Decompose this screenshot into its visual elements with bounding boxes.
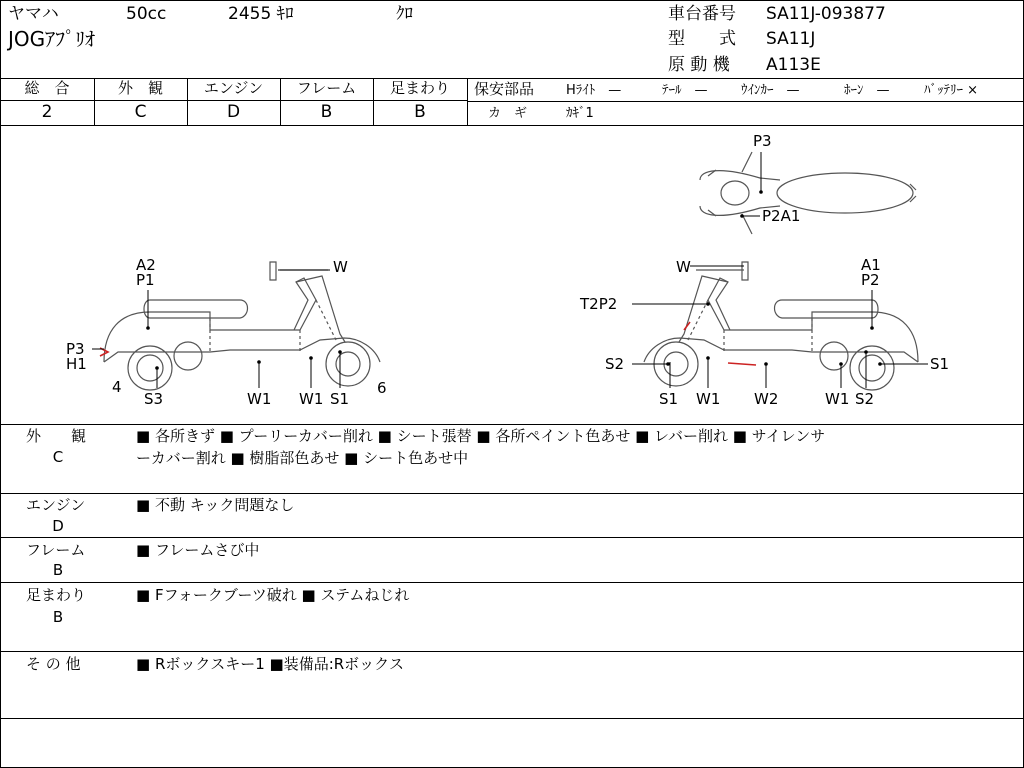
label-s1: S1 (659, 390, 679, 408)
section-grade: B (52, 608, 64, 626)
grade-suspension-value: B (414, 102, 426, 122)
divider (0, 651, 1024, 652)
label-w: W (333, 258, 348, 276)
section-line: ーカバー割れ ■ 樹脂部色あせ ■ シート色あせ中 (136, 449, 469, 467)
label-a2: A2 (136, 256, 156, 274)
label-s2: S2 (605, 355, 625, 373)
model-name: JOGｱﾌﾟﾘｵ (8, 27, 96, 51)
section-grade: C (52, 448, 64, 466)
grade-overall-value: 2 (41, 102, 53, 122)
key-value: ｶｷﾞ1 (566, 106, 594, 121)
divider (0, 537, 1024, 538)
color: ｸﾛ (396, 4, 413, 24)
label-w1: W1 (247, 390, 272, 408)
section-grade: D (52, 517, 64, 535)
label-6: 6 (377, 379, 387, 397)
right-damage-mark-floor (728, 363, 756, 365)
label-s2: S2 (855, 390, 875, 408)
label-w: W (676, 258, 691, 276)
engine-model-label: 原 動 機 (668, 55, 730, 75)
label-w1: W1 (299, 390, 324, 408)
section-title: エンジン (26, 496, 86, 514)
label-a1: A1 (861, 256, 881, 274)
grade-suspension-label: 足まわり (389, 79, 450, 97)
label-s3: S3 (144, 390, 164, 408)
label-4: 4 (112, 378, 122, 396)
key-label: カ ギ (488, 106, 528, 121)
engine-model: A113E (766, 55, 821, 75)
safety-item-horn: ﾎｰﾝ — (844, 83, 890, 98)
safety-item-battery: ﾊﾞｯﾃﾘｰ × (924, 83, 979, 98)
safety-item-winker: ｳｲﾝｶｰ — (741, 83, 800, 98)
section-title: 足まわり (26, 586, 87, 604)
divider (0, 718, 1024, 719)
label-p3: P3 (66, 340, 85, 358)
grade-engine-label: エンジン (203, 79, 264, 97)
grade-exterior-value: C (134, 102, 147, 122)
grade-engine-value: D (226, 102, 241, 122)
safety-item-tail: ﾃｰﾙ — (662, 83, 708, 98)
label-p2: P2 (861, 271, 880, 289)
divider (0, 493, 1024, 494)
label-p2a1: P2A1 (762, 207, 801, 225)
section-line: ■ 各所きず ■ プーリーカバー削れ ■ シート張替 ■ 各所ペイント色あせ ■ レバー削れ ■ サイレンサ (136, 427, 826, 445)
label-w1: W1 (696, 390, 721, 408)
label-s1: S1 (330, 390, 350, 408)
label-p1: P1 (136, 271, 155, 289)
section-title: そ の 他 (26, 655, 81, 673)
label-t2p2: T2P2 (580, 295, 618, 313)
type-label: 型 式 (668, 29, 736, 49)
section-line: ■ Rボックスキー1 ■装備品:Rボックス (136, 655, 405, 673)
top-view-scooter-outline (700, 152, 916, 234)
safety-title: 保安部品 (474, 80, 535, 98)
label-h1: H1 (66, 355, 87, 373)
divider (0, 582, 1024, 583)
frame-no-label: 車台番号 (668, 4, 736, 24)
section-line: ■ 不動 キック問題なし (136, 496, 295, 514)
section-line: ■ Fフォークブーツ破れ ■ ステムねじれ (136, 586, 410, 604)
mileage: 2455 ｷﾛ (228, 4, 294, 24)
type-value: SA11J (766, 29, 816, 49)
maker: ヤマハ (8, 4, 59, 24)
frame-no: SA11J-093877 (766, 4, 886, 24)
grade-exterior-label: 外 観 (117, 79, 163, 97)
section-title: 外 観 (26, 427, 87, 445)
safety-item-headlight: Hﾗｲﾄ — (566, 83, 622, 98)
displacement: 50cc (126, 4, 167, 24)
label-w1: W1 (825, 390, 850, 408)
section-grade: B (52, 561, 64, 579)
grade-overall-label: 総 合 (24, 79, 70, 97)
section-line: ■ フレームさび中 (136, 541, 260, 559)
grade-frame-value: B (320, 102, 333, 122)
section-title: フレーム (26, 541, 86, 559)
label-s1: S1 (930, 355, 950, 373)
label-w2: W2 (754, 390, 779, 408)
grade-frame-label: フレーム (296, 79, 357, 97)
label-p3: P3 (753, 132, 772, 150)
